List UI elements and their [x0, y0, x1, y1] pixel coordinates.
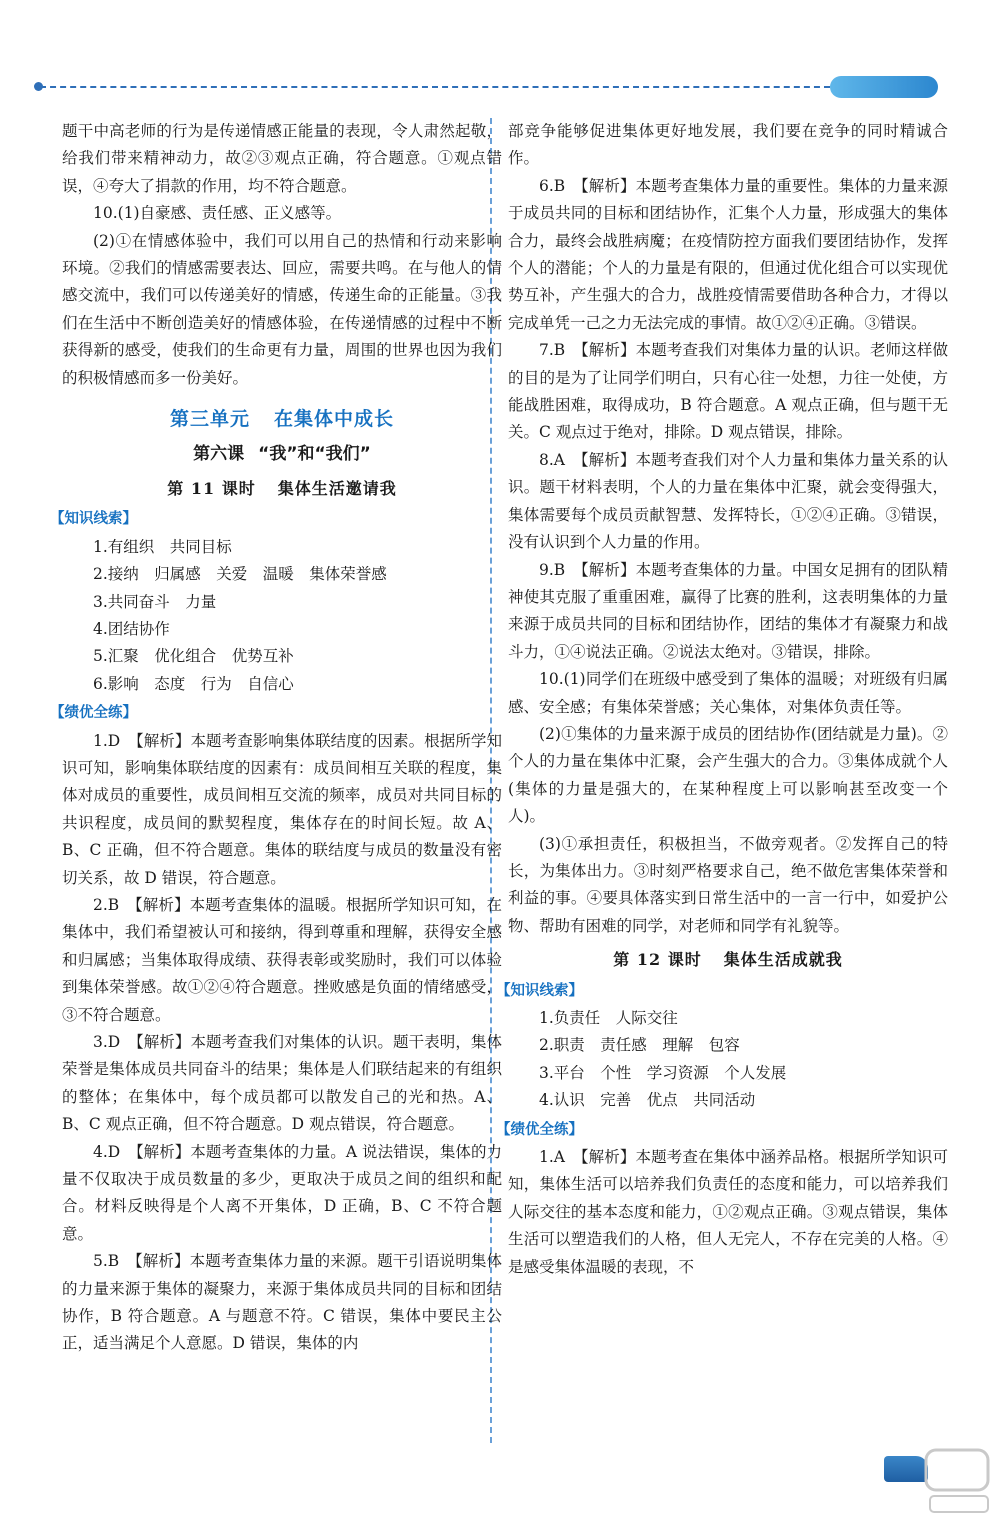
knowledge-item: 1.负责任 人际交往 [539, 1009, 678, 1027]
answer: 1.D 【解析】本题考查影响集体联结度的因素。根据所学知识可知，影响集体联结度的因素有：成员间相互关联的程度，集体对成员的重要性，成员间相互交流的频率，成员对共同目标的共识程度，成员间的默契程度，集体存在的时间长短。故 A、B、C 正确，但不符合题意。集体的联结度与成员的数量没有密切关系，故 D 错误，符合题意。 [62, 731, 502, 887]
period-title [508, 946, 948, 973]
practice-label: 【绩优全练】 [50, 705, 137, 722]
period-number: 第 12 课时 [613, 950, 702, 970]
answer: 7.B 【解析】本题考查我们对集体力量的认识。老师这样做的目的是为了让同学们明白，只有心往一处想，力往一处使，方能战胜困难，取得成功，B 符合题意。A 观点正确，但与题干无关。C 观点过于绝对，排除。D 观点错误，排除。 [508, 341, 948, 442]
answer: 4.D 【解析】本题考查集体的力量。A 说法错误，集体的力量不仅取决于成员数量的多少，更取决于成员之间的组织和配合。材料反映得是个人离不开集体，D 正确，B、C 不符合题意。 [62, 1142, 502, 1243]
unit-number: 第三单元 [169, 408, 250, 431]
unit-name: 在集体中成长 [274, 408, 395, 431]
left-column [50, 118, 502, 1358]
knowledge-item: 5.汇聚 优化组合 优势互补 [93, 647, 294, 666]
answer: 9.B 【解析】本题考查集体的力量。中国女足拥有的团队精神使其克服了重重困难，赢得了比赛的胜利，这表明集体的力量来源于成员共同的目标和团结协作，团结的集体才有凝聚力和战斗力，①④说法正确。②说法太绝对。③错误，排除。 [508, 560, 948, 661]
right-column [496, 118, 948, 1281]
lesson-title [62, 441, 502, 468]
period-title [62, 475, 502, 502]
period-name: 集体生活成就我 [723, 950, 843, 970]
knowledge-label: 【知识线索】 [50, 511, 137, 528]
paragraph: (2)①在情感体验中，我们可以用自己的热情和行动来影响环境。②我们的情感需要表达、回应，需要共鸣。在与他人的情感交流中，我们可以传递美好的情感，传递生命的正能量。③我们在生活中不断创造美好的情感体验，在传递情感的过程中不断获得新的感受，使我们的生命更有力量，周围的世界也因为我们的积极情感而多一份美好。 [62, 231, 502, 387]
answer: 1.A 【解析】本题考查在集体中涵养品格。根据所学知识可知，集体生活可以培养我们负责任的态度和能力，可以培养我们人际交往的基本态度和能力，①②观点正确。③观点错误，集体生活可以塑造我们的人格，但人无完人，不存在完美的人格。④是感受集体温暖的表现，不 [508, 1148, 948, 1276]
paragraph: 题干中高老师的行为是传递情感正能量的表现，令人肃然起敬，给我们带来精神动力，故②③观点正确，符合题意。①观点错误，④夸大了捐款的作用，均不符合题意。 [62, 122, 502, 195]
paragraph: 10.(1)自豪感、责任感、正义感等。 [93, 204, 342, 223]
lesson-number: 第六课 [193, 444, 245, 465]
answer: (2)①集体的力量来源于成员的团结协作(团结就是力量)。②个人的力量在集体中汇聚，会产生强大的合力。③集体成就个人(集体的力量是强大的，在某种程度上可以影响甚至改变一个人)。 [508, 724, 948, 826]
watermark-logo [920, 1440, 995, 1520]
knowledge-item: 2.接纳 归属感 关爱 温暖 集体荣誉感 [93, 565, 387, 584]
answer: 10.(1)同学们在班级中感受到了集体的温暖；对班级有归属感、安全感；有集体荣誉感；关心集体，对集体负责任等。 [508, 670, 948, 716]
period-name: 集体生活邀请我 [277, 478, 397, 498]
answer: 3.D 【解析】本题考查我们对集体的认识。题干表明，集体荣誉是集体成员共同奋斗的结果；集体是人们联结起来的有组织的整体；在集体中，每个成员都可以散发自己的光和热。A、B、C 观点正确，但不符合题意。D 观点错误，符合题意。 [62, 1033, 502, 1134]
header-dashed-rule [40, 86, 830, 88]
unit-title [62, 406, 502, 433]
knowledge-item: 6.影响 态度 行为 自信心 [93, 674, 294, 693]
knowledge-item: 4.团结协作 [93, 619, 170, 638]
knowledge-label: 【知识线索】 [496, 982, 583, 999]
answer: 6.B 【解析】本题考查集体力量的重要性。集体的力量来源于成员共同的目标和团结协作，汇集个人力量，形成强大的集体合力，最终会战胜病魔；在疫情防控方面我们要团结协作，发挥个人的潜能；个人的力量是有限的，但通过优化组合可以实现优势互补，产生强大的合力，战胜疫情需要借助各种合力，才得以完成单凭一己之力无法完成的事情。故①②④正确。③错误。 [508, 176, 948, 332]
answer: 8.A 【解析】本题考查我们对个人力量和集体力量关系的认识。题干材料表明，个人的力量在集体中汇聚，就会变得强大，集体需要每个成员贡献智慧、发挥特长，①②④正确。③错误，没有认识到个人力量的作用。 [508, 450, 948, 552]
practice-label: 【绩优全练】 [496, 1121, 583, 1138]
lesson-name: “我”和“我们” [258, 444, 371, 465]
paragraph: 部竞争能够促进集体更好地发展，我们要在竞争的同时精诚合作。 [508, 122, 948, 168]
answer: (3)①承担责任，积极担当，不做旁观者。②发挥自己的特长，为集体出力。③时刻严格要求自己，绝不做危害集体荣誉和利益的事。④要具体落实到日常生活中的一言一行中，如爱护公物、帮助有困难的同学，对老师和同学有礼貌等。 [508, 834, 948, 935]
answer: 2.B 【解析】本题考查集体的温暖。根据所学知识可知，在集体中，我们希望被认可和接纳，得到尊重和理解，获得安全感和归属感；当集体取得成绩、获得表彰或奖励时，我们可以体验到集体荣誉感。故①②④符合题意。挫败感是负面的情绪感受，③不符合题意。 [62, 895, 502, 1024]
knowledge-item: 2.职责 责任感 理解 包容 [539, 1036, 740, 1055]
knowledge-item: 3.平台 个性 学习资源 个人发展 [539, 1063, 787, 1082]
knowledge-item: 3.共同奋斗 力量 [93, 592, 217, 611]
knowledge-item: 1.有组织 共同目标 [93, 537, 232, 556]
answer: 5.B 【解析】本题考查集体力量的来源。题干引语说明集体的力量来源于集体的凝聚力，来源于集体成员共同的目标和团结协作，B 符合题意。A 与题意不符。C 错误，集体中要民主公正，适当满足个人意愿。D 错误，集体的内 [62, 1252, 502, 1353]
knowledge-item: 4.认识 完善 优点 共同活动 [539, 1091, 756, 1110]
period-number: 第 11 课时 [167, 478, 256, 498]
header-badge [830, 76, 938, 98]
